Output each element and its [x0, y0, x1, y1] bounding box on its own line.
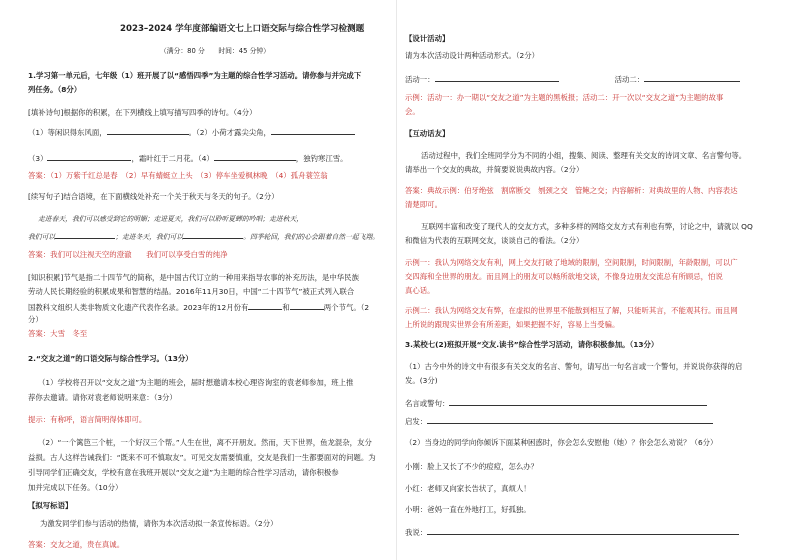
slogan-question: 为激发同学们参与活动的热情，请你为本次活动拟一条宣传标语。（2分）: [40, 519, 278, 528]
fill-row2-a: （3）: [28, 154, 48, 163]
know-line3-end: 两个节气。（2: [323, 303, 370, 312]
know-line3-mid: 和: [282, 303, 290, 312]
answer-blank[interactable]: [248, 301, 282, 310]
fill-row1-a: （1）等闲识得东风面，: [28, 128, 107, 137]
know-line3-a: 国教科文组织人类非物质文化遗产代表作名录。2023年的12月份有: [28, 303, 249, 312]
design-answer-1: 示例：活动一：办一期以“交友之道”为主题的黑板报；活动二：开一次以“交友之道”为主题的故事: [405, 93, 724, 102]
net-example1-line-2: 交四海和全世界的朋友。而且网上的朋友可以畅所欲地交谈，不像身边朋友交流总有所顾忌，怕说: [405, 272, 723, 281]
q2-tip: 提示：有称呼，语言简明得体即可。: [28, 415, 147, 424]
talk-answer-2: 清楚即可。: [405, 200, 442, 209]
know-line-1: [知识积累]节气是指二十四节气的简称，是中国古代订立的一种用来指导农事的补充历法，是中华民族: [28, 273, 359, 282]
page-title: 2023–2024 学年度部编语文七上口语交际与综合性学习检测题: [120, 24, 365, 34]
answer-blank[interactable]: [427, 526, 739, 535]
motto-label: 名言或警句：: [405, 399, 450, 408]
net-example1-line-1: 示例一：我认为网络交友有利，网上交友打破了地域的限制，空间限制，时间限制，年龄限制，可以广: [405, 258, 738, 267]
q2-p1-line-2: 荐你去邀请。请你对袁老师说明来意：（3分）: [28, 393, 177, 402]
q2-p1-line-1: （1）学校将召开以“交友之道”为主题的班会，届时想邀请本校心理咨询室的袁老师参加，班上推: [38, 378, 354, 387]
q3-p1-line-2: 发。(3分): [405, 376, 438, 385]
answer-blank[interactable]: [449, 397, 707, 406]
q3-stem: 3.某校七(2)班拟开展“交友.读书”综合性学习活动，请你积极参加。（13分）: [405, 340, 659, 349]
net-example1-line-3: 真心话。: [405, 286, 435, 295]
q2-p2-line-2: 益损。古人这样告诫我们：“既来不可不慎取友”。可见交友需要慎重，交友是我们一生都要面对的问题。为: [28, 453, 376, 462]
right-column: [397, 0, 794, 560]
page-subtitle: （满分：80 分 时间：45 分钟）: [160, 47, 270, 55]
insight-row: [405, 415, 713, 427]
q2-p2-line-1: （2）“一个篱笆三个桩，一个好汉三个帮。”人生在世，离不开朋友。然而，天下世界，鱼龙混杂，友分: [38, 438, 372, 447]
design-question: 请为本次活动设计两种活动形式。（2分）: [405, 51, 540, 60]
xiaohong-line: 小红：老师又向家长告状了，真烦人！: [405, 484, 531, 493]
insight-label: 启发：: [405, 417, 428, 426]
net-line-2: 和微信为代表的互联网交友，谈谈自己的看法。（2分）: [405, 236, 584, 245]
net-example2-line-2: 上所说的跟现实世界会有所差距，如果把握不好，容易上当受骗。: [405, 320, 620, 329]
answer-blank[interactable]: [183, 230, 243, 239]
answer-blank[interactable]: [214, 152, 296, 161]
answer-blank[interactable]: [55, 230, 115, 239]
continue-lead: 我们可以: [28, 233, 56, 241]
continue-answer: 答案：我们可以注视天空的澄澈 我们可以享受白雪的纯净: [28, 250, 228, 259]
answer-blank[interactable]: [435, 73, 559, 82]
net-line-1: 互联网丰富和改变了现代人的交友方式，多种多样的网络交友方式有利也有弊，讨论之中，请就以 QQ: [421, 222, 753, 231]
activity-1-label: 活动一：: [405, 75, 435, 84]
know-line-2: 劳动人民长期经验的积累成果和智慧的结晶。2016年11月30日，中国“二十四节气”被正式列入联合: [28, 287, 355, 296]
q1-stem-cont: 列任务。（8分）: [28, 85, 82, 94]
q2-p2-line-4: 加并完成以下任务。（10分）: [28, 483, 123, 492]
continue-text-1: 走进春天，我们可以感受到它的明媚；走进夏天，我们可以聆听夏蝉的吟唱；走进秋天，: [38, 215, 304, 223]
talk-line-2: 请举出一个交友的典故，并简要说说典故内容。（2分）: [405, 165, 584, 174]
continue-mid: ；走进冬天，我们可以: [115, 233, 184, 241]
fill-row-1: [28, 126, 355, 138]
answer-blank[interactable]: [290, 301, 324, 310]
know-line-3: [28, 301, 369, 313]
continue-intro: [续写句子]结合语境，在下面横线处补充一个关于秋天与冬天的句子。（2分）: [28, 192, 279, 201]
design-answer-2: 会。: [405, 107, 420, 116]
talk-heading: 【互动话友】: [405, 129, 450, 138]
fill-answer: 答案：（1）万紫千红总是春 （2）早有蜻蜓立上头 （3）停车坐爱枫林晚 （4）孤舟蓑笠翁: [28, 171, 328, 180]
slogan-answer: 答案：交友之道，贵在真诚。: [28, 540, 125, 549]
continue-end: 。四季轮回，我们的心会跟着自然一起飞翔。: [243, 233, 380, 241]
q3-p1-line-1: （1）古今中外的诗文中有很多有关交友的名言、警句，请写出一句名言或一个警句，并说说你获得的启: [405, 362, 743, 371]
know-answer: 答案：大雪 冬至: [28, 329, 88, 338]
fill-intro: [填补诗句]根据你的积累，在下列横线上填写描写四季的诗句。（4分）: [28, 108, 257, 117]
fill-row2-b: ，霜叶红于二月花。（4）: [131, 154, 214, 163]
answer-blank[interactable]: [427, 415, 713, 424]
answer-blank[interactable]: [271, 126, 355, 135]
answer-blank[interactable]: [107, 126, 189, 135]
continue-text-2: [28, 230, 379, 242]
fill-row1-b: 。（2）小荷才露尖尖角，: [188, 128, 271, 137]
know-line-4: 分）: [28, 315, 43, 324]
activity-2-label: 活动二：: [614, 75, 645, 84]
design-heading: 【设计活动】: [405, 34, 450, 43]
q1-stem: 1.学习第一单元后，七年级（1）班开展了以“感悟四季”为主题的综合性学习活动。请你参与并完成下: [28, 71, 362, 80]
xiaoming-line: 小明：爸妈一直在外地打工，好孤独。: [405, 505, 531, 514]
answer-blank[interactable]: [47, 152, 131, 161]
fill-row-2: [28, 152, 348, 164]
xiaogang-line: 小刚：脸上又长了不少的痘痘，怎么办？: [405, 462, 539, 471]
talk-answer-1: 答案：典故示例：伯牙绝弦 割席断交 刎颈之交 管鲍之交；内容解析：对典故里的人物、内容表达: [405, 186, 738, 195]
q2-p2-line-3: 引导同学们正确交友，学校有意在我班开展以“交友之道”为主题的综合性学习活动，请你积极参: [28, 468, 339, 477]
fill-row2-c: ，独钓寒江雪。: [295, 154, 348, 163]
q3-p2: （2）当身边的同学向你倾诉下面某种困惑时，你会怎么安慰他（她）？你会怎么劝说？（6分）: [405, 438, 718, 447]
activity-row: [405, 73, 740, 85]
net-example2-line-1: 示例二：我认为网络交友有弊，在虚拟的世界里不能散到相互了解，只能听其言，不能观其行。而且网: [405, 306, 738, 315]
my-answer-label: 我说：: [405, 528, 428, 537]
talk-line-1: 活动过程中，我们全班同学分为不同的小组，搜集、阅读、整理有关交友的诗词文章、名言警句等。: [421, 151, 747, 160]
my-answer-row: [405, 526, 739, 538]
slogan-heading: 【拟写标语】: [28, 501, 73, 510]
motto-row: [405, 397, 707, 409]
answer-blank[interactable]: [644, 73, 740, 82]
q2-stem: 2.“交友之道”的口语交际与综合性学习。（13分）: [28, 354, 193, 363]
